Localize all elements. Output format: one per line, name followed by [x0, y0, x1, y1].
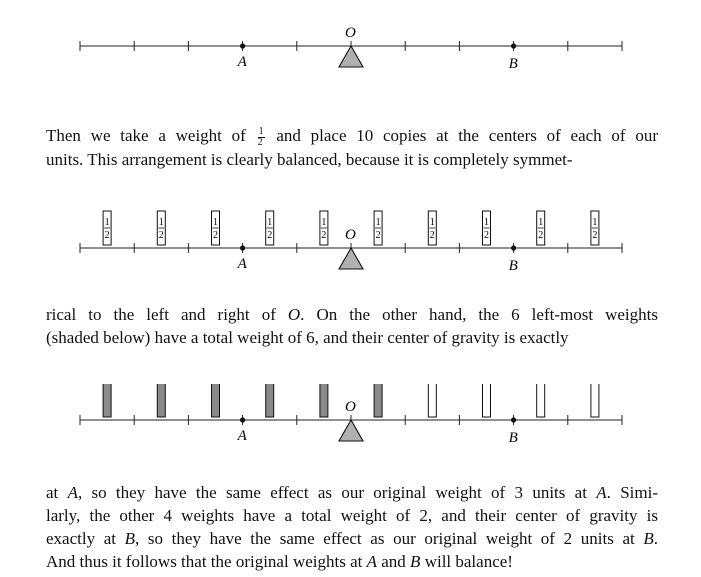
point-b-dot: [511, 43, 516, 48]
text-line: exactly at B, so they have the same effect as our original weight of 2 units at B.: [46, 529, 658, 548]
label-o: O: [345, 399, 356, 415]
weight-shaded: [374, 384, 382, 417]
weight-shaded: [103, 384, 111, 417]
label-a: A: [237, 256, 247, 272]
weight-fraction-denominator: 2: [267, 230, 273, 241]
inline-fraction-half: $\frac{1}{2}$: [257, 125, 264, 148]
weight-fraction-denominator: 2: [158, 230, 164, 241]
text-line: Then we take a weight of $\frac{1}{2}$ and place 10 copies at the centers of each of our: [46, 125, 658, 148]
text-line: And thus it follows that the original weights at A and B will balance!: [46, 552, 513, 571]
weight-block: [483, 384, 491, 417]
inline-point-label: B: [124, 529, 136, 548]
weight-fraction-denominator: 2: [321, 230, 327, 241]
label-b: B: [508, 56, 518, 72]
point-a-dot: [240, 417, 245, 422]
label-a: A: [237, 54, 247, 70]
weight-fraction-numerator: 1: [104, 217, 110, 228]
weight-shaded: [157, 384, 165, 417]
weight-block: [591, 384, 599, 417]
text-line: rical to the left and right of O. On the other hand, the 6 left-most weights: [46, 305, 658, 324]
weight-fraction-numerator: 1: [375, 217, 381, 228]
inline-point-label: A: [596, 483, 607, 502]
weight-fraction-denominator: 2: [429, 230, 435, 241]
label-b: B: [508, 258, 518, 274]
paragraph-1: [46, 124, 658, 171]
weight-fraction-denominator: 2: [592, 230, 598, 241]
inline-point-label: B: [643, 529, 654, 548]
weight-fraction-numerator: 1: [592, 217, 598, 228]
point-b-dot: [511, 245, 516, 250]
fulcrum-triangle: [339, 420, 363, 441]
figure-1-beam: [0, 22, 701, 74]
text-line: (shaded below) have a total weight of 6, and their center of gravity is exactly: [46, 328, 569, 347]
fulcrum-triangle: [339, 46, 363, 67]
text-line: units. This arrangement is clearly balanced, because it is completely symmet-: [46, 149, 573, 169]
point-b-dot: [511, 417, 516, 422]
inline-point-label: A: [67, 483, 78, 502]
weight-fraction-numerator: 1: [267, 217, 273, 228]
weight-fraction-denominator: 2: [538, 230, 544, 241]
text-line: larly, the other 4 weights have a total weight of 2, and their center of gravity is: [46, 506, 658, 525]
label-o: O: [345, 227, 356, 243]
fulcrum-triangle: [339, 248, 363, 269]
weight-fraction-numerator: 1: [213, 217, 218, 228]
paragraph-3: [46, 481, 658, 573]
weight-shaded: [212, 384, 220, 417]
weight-fraction-numerator: 1: [321, 217, 327, 228]
inline-point-label: B: [410, 552, 421, 571]
paragraph-2: [46, 303, 658, 349]
point-a-dot: [240, 245, 245, 250]
weight-fraction-denominator: 2: [484, 230, 489, 241]
weight-block: [428, 384, 436, 417]
weight-fraction-numerator: 1: [429, 217, 435, 228]
figure-2-beam-with-halves: [0, 208, 701, 278]
label-a: A: [237, 428, 247, 444]
label-o: O: [345, 25, 356, 41]
inline-point-label: A: [366, 552, 377, 571]
weight-fraction-denominator: 2: [104, 230, 110, 241]
text-line: at A, so they have the same effect as our original weight of 3 units at A. Simi-: [46, 483, 658, 502]
weight-shaded: [320, 384, 328, 417]
inline-point-label: O: [287, 305, 301, 324]
figure-3-beam-shaded-weights: [0, 384, 701, 454]
weight-fraction-denominator: 2: [375, 230, 381, 241]
weight-fraction-numerator: 1: [484, 217, 489, 228]
weight-fraction-numerator: 1: [538, 217, 544, 228]
weight-shaded: [266, 384, 274, 417]
label-b: B: [508, 430, 518, 446]
point-a-dot: [240, 43, 245, 48]
weight-fraction-numerator: 1: [158, 217, 164, 228]
weight-block: [537, 384, 545, 417]
weight-fraction-denominator: 2: [213, 230, 218, 241]
